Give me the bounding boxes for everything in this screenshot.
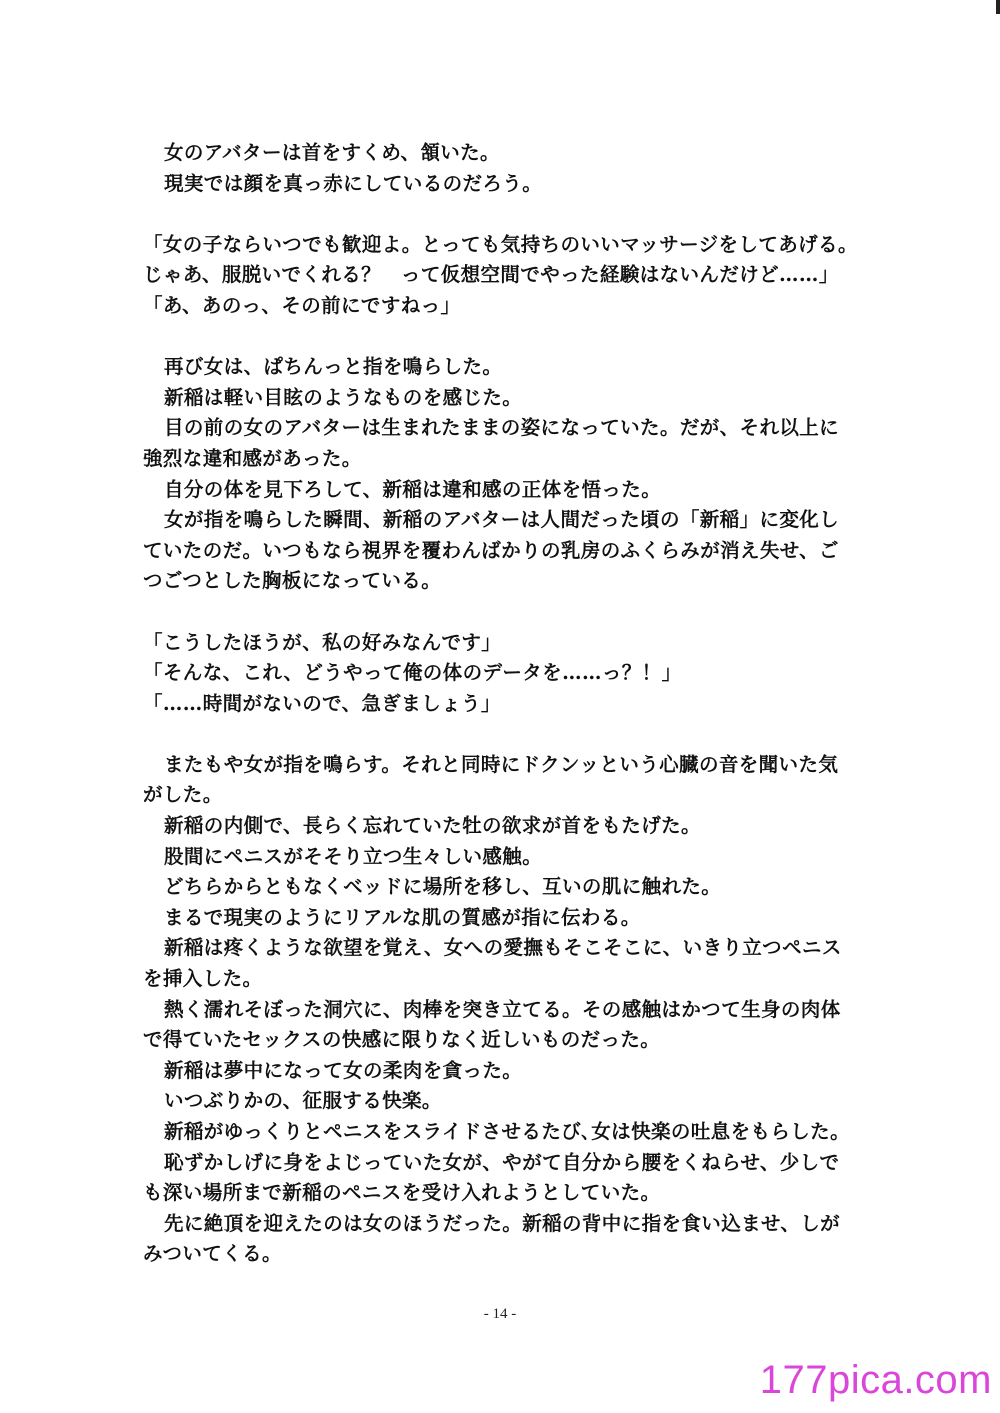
text-line: 目の前の女のアバターは生まれたままの姿になっていた。だが、それ以上に bbox=[164, 416, 840, 440]
text-line: 再び女は、ぱちんっと指を鳴らした。 bbox=[164, 355, 503, 379]
text-line: つごつとした胸板になっている。 bbox=[143, 569, 442, 593]
text-line: 強烈な違和感があった。 bbox=[143, 446, 362, 470]
blank-line bbox=[143, 719, 863, 750]
text-line: 新稲がゆっくりとペニスをスライドさせるたび､女は快楽の吐息をもらした。 bbox=[164, 1120, 850, 1143]
watermark: 177pica.com bbox=[759, 1358, 992, 1402]
text-line: みついてくる。 bbox=[143, 1242, 282, 1266]
blank-line bbox=[143, 597, 863, 628]
text-line: じゃあ、服脱いでくれる？ って仮想空間でやった経験はないんだけど……」 bbox=[143, 263, 839, 287]
text-line: またもや女が指を鳴らす。それと同時にドクンッという心臓の音を聞いた気 bbox=[164, 752, 839, 776]
text-line: 新稲は軽い目眩のようなものを感じた。 bbox=[164, 385, 523, 409]
text-line: 自分の体を見下ろして、新稲は違和感の正体を悟った。 bbox=[164, 477, 662, 501]
text-line: 新稲は疼くような欲望を覚え、女への愛撫もそこそこに、いきり立つペニス bbox=[164, 936, 842, 960]
text-line: 先に絶頂を迎えたのは女のほうだった。新稲の背中に指を食い込ませ、しが bbox=[164, 1211, 841, 1235]
blank-line bbox=[143, 322, 863, 353]
text-line: 股間にペニスがそそり立つ生々しい感触。 bbox=[164, 844, 543, 868]
text-line: ていたのだ。いつもなら視界を覆わんばかりの乳房のふくらみが消え失せ、ご bbox=[143, 538, 839, 562]
text-line: 「そんな、これ、どうやって俺の体のデータを……っ？！」 bbox=[143, 661, 682, 685]
text-line: 新稲は夢中になって女の柔肉を貪った。 bbox=[164, 1058, 523, 1082]
text-line: 現実では顔を真っ赤にしているのだろう。 bbox=[164, 171, 543, 195]
text-line: で得ていたセックスの快感に限りなく近しいものだった。 bbox=[143, 1028, 661, 1052]
text-line: 女が指を鳴らした瞬間、新稲のアバターは人間だった頃の「新稲」に変化し bbox=[164, 508, 840, 532]
body-text bbox=[143, 138, 863, 1270]
text-line: も深い場所まで新稲のペニスを受け入れようとしていた。 bbox=[143, 1181, 661, 1205]
text-line: 熱く濡れそぼった洞穴に、肉棒を突き立てる。その感触はかつて生身の肉体 bbox=[164, 997, 841, 1021]
corner-mark bbox=[996, 0, 1000, 14]
text-line: 「こうしたほうが、私の好みなんです」 bbox=[143, 630, 502, 654]
page-number: - 14 - bbox=[483, 1306, 517, 1322]
text-line: がした。 bbox=[143, 783, 223, 807]
text-line: 女のアバターは首をすくめ、頷いた。 bbox=[164, 141, 500, 164]
text-line: まるで現実のようにリアルな肌の質感が指に伝わる。 bbox=[164, 905, 641, 929]
text-line: 「あ、あのっ、その前にですねっ」 bbox=[143, 293, 461, 317]
text-line: 恥ずかしげに身をよじっていた女が、やがて自分から腰をくねらせ、少しで bbox=[164, 1150, 840, 1174]
blank-line bbox=[143, 199, 863, 230]
text-line: どちらからともなくベッドに場所を移し、互いの肌に触れた。 bbox=[164, 875, 722, 899]
text-line: 「……時間がないので、急ぎましょう」 bbox=[143, 691, 501, 715]
text-line: 「女の子ならいつでも歓迎よ。とっても気持ちのいいマッサージをしてあげる。 bbox=[143, 232, 858, 256]
text-line: いつぶりかの、征服する快楽。 bbox=[164, 1089, 442, 1113]
text-line: 新稲の内側で、長らく忘れていた牡の欲求が首をもたげた。 bbox=[164, 814, 701, 838]
text-line: を挿入した。 bbox=[143, 967, 263, 991]
